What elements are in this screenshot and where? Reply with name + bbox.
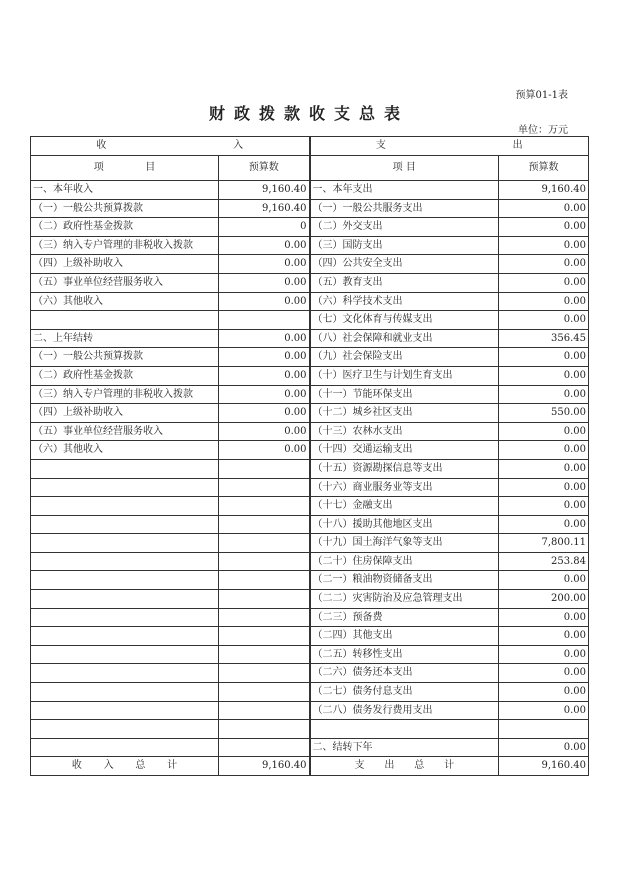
income-item	[31, 311, 219, 330]
table-row	[31, 218, 589, 237]
income-value: 0.00	[219, 385, 310, 404]
income-value	[219, 701, 310, 720]
expense-item-header: 项 目	[310, 156, 499, 181]
expense-item: （四）公共安全支出	[310, 255, 499, 274]
income-item: （三）纳入专户管理的非税收入拨款	[31, 385, 219, 404]
expense-value: 0.00	[499, 273, 589, 292]
income-value: 0.00	[219, 441, 310, 460]
expense-item: （二七）债务付息支出	[310, 683, 499, 702]
expense-header-char: 支	[375, 140, 386, 152]
income-value	[219, 720, 310, 739]
expense-budget-header: 预算数	[499, 156, 589, 181]
income-item	[31, 515, 219, 534]
table-row	[31, 255, 589, 274]
header-row-sections	[31, 137, 589, 156]
expense-value: 0.00	[499, 478, 589, 497]
income-item: （五）事业单位经营服务收入	[31, 273, 219, 292]
table-row	[31, 608, 589, 627]
income-item	[31, 720, 219, 739]
income-item	[31, 683, 219, 702]
table-row	[31, 311, 589, 330]
expense-value: 0.00	[499, 738, 589, 757]
expense-item: （十七）金融支出	[310, 497, 499, 516]
expense-value	[499, 720, 589, 739]
expense-item: （十六）商业服务业等支出	[310, 478, 499, 497]
expense-item: （五）教育支出	[310, 273, 499, 292]
income-value: 0.00	[219, 273, 310, 292]
table-row	[31, 552, 589, 571]
income-item	[31, 738, 219, 757]
label-char: 总	[135, 760, 146, 772]
income-total-label	[31, 757, 219, 776]
label-char: 支	[354, 760, 365, 772]
expense-header-char: 出	[512, 140, 523, 152]
header-char: 目	[145, 162, 156, 174]
expense-item: （二二）灾害防治及应急管理支出	[310, 590, 499, 609]
expense-value: 0.00	[499, 497, 589, 516]
expense-item: （二八）债务发行费用支出	[310, 701, 499, 720]
page-title: 财政拨款收支总表	[208, 104, 409, 123]
income-item: （四）上级补助收入	[31, 255, 219, 274]
header-char: 项	[93, 162, 104, 174]
income-item-header	[31, 156, 219, 181]
table-row	[31, 292, 589, 311]
income-item	[31, 459, 219, 478]
income-item: （二）政府性基金拨款	[31, 218, 219, 237]
income-value: 0.00	[219, 422, 310, 441]
income-item: （四）上级补助收入	[31, 404, 219, 423]
table-row	[31, 683, 589, 702]
label-char: 计	[167, 760, 178, 772]
expense-value: 0.00	[499, 441, 589, 460]
expense-value: 0.00	[499, 255, 589, 274]
table-row	[31, 571, 589, 590]
expense-item: （十八）援助其他地区支出	[310, 515, 499, 534]
income-value	[219, 664, 310, 683]
income-value: 0.00	[219, 366, 310, 385]
expense-item: （八）社会保障和就业支出	[310, 329, 499, 348]
table-row	[31, 181, 589, 200]
label-char: 出	[384, 760, 395, 772]
expense-value: 0.00	[499, 664, 589, 683]
expense-item: （二三）预备费	[310, 608, 499, 627]
income-value: 0.00	[219, 404, 310, 423]
income-value	[219, 497, 310, 516]
expense-item: （十一）节能环保支出	[310, 385, 499, 404]
expense-value: 0.00	[499, 385, 589, 404]
expense-value: 200.00	[499, 590, 589, 609]
table-row	[31, 738, 589, 757]
income-item	[31, 571, 219, 590]
table-row	[31, 590, 589, 609]
table-row	[31, 627, 589, 646]
income-item	[31, 664, 219, 683]
income-item	[31, 645, 219, 664]
income-value	[219, 645, 310, 664]
expense-value: 0.00	[499, 348, 589, 367]
expense-value: 0.00	[499, 701, 589, 720]
expense-item: （十二）城乡社区支出	[310, 404, 499, 423]
expense-item: （二一）粮油物资储备支出	[310, 571, 499, 590]
expense-item: （三）国防支出	[310, 236, 499, 255]
table-row	[31, 664, 589, 683]
table-row	[31, 329, 589, 348]
expense-item	[310, 720, 499, 739]
expense-value: 356.45	[499, 329, 589, 348]
table-row	[31, 478, 589, 497]
income-value	[219, 459, 310, 478]
income-header-char: 入	[233, 140, 244, 152]
expense-value: 0.00	[499, 627, 589, 646]
income-value: 0.00	[219, 255, 310, 274]
expense-value: 550.00	[499, 404, 589, 423]
expense-value: 0.00	[499, 218, 589, 237]
expense-item: （十三）农林水支出	[310, 422, 499, 441]
expense-value: 0.00	[499, 608, 589, 627]
expense-value: 0.00	[499, 292, 589, 311]
income-header	[31, 137, 310, 156]
budget-table	[30, 136, 589, 776]
income-budget-header: 预算数	[219, 156, 310, 181]
expense-item: （九）社会保险支出	[310, 348, 499, 367]
expense-header	[310, 137, 589, 156]
table-row	[31, 348, 589, 367]
table-row	[31, 701, 589, 720]
income-item: （六）其他收入	[31, 441, 219, 460]
expense-value: 0.00	[499, 683, 589, 702]
income-value: 0.00	[219, 236, 310, 255]
income-value	[219, 738, 310, 757]
expense-item: （六）科学技术支出	[310, 292, 499, 311]
label-char: 总	[414, 760, 425, 772]
expense-item: （一）一般公共服务支出	[310, 199, 499, 218]
header-row-columns	[31, 156, 589, 181]
income-item: （一）一般公共预算拨款	[31, 348, 219, 367]
income-item: 一、本年收入	[31, 181, 219, 200]
income-value: 0.00	[219, 292, 310, 311]
expense-item: （二）外交支出	[310, 218, 499, 237]
table-row	[31, 385, 589, 404]
income-value	[219, 571, 310, 590]
income-value: 9,160.40	[219, 181, 310, 200]
income-item	[31, 627, 219, 646]
expense-item: （二五）转移性支出	[310, 645, 499, 664]
label-char: 收	[71, 760, 82, 772]
income-value: 9,160.40	[219, 199, 310, 218]
income-item	[31, 497, 219, 516]
unit-label: 单位：万元	[518, 125, 568, 136]
income-value	[219, 515, 310, 534]
income-value	[219, 627, 310, 646]
table-row	[31, 497, 589, 516]
total-row	[31, 757, 589, 776]
form-number: 预算01-1表	[515, 90, 568, 101]
income-item	[31, 701, 219, 720]
expense-value: 0.00	[499, 422, 589, 441]
label-char: 计	[444, 760, 455, 772]
table-row	[31, 366, 589, 385]
table-row	[31, 273, 589, 292]
expense-item: （二四）其他支出	[310, 627, 499, 646]
income-value	[219, 590, 310, 609]
table-row	[31, 645, 589, 664]
income-value	[219, 608, 310, 627]
expense-item: （十五）资源勘探信息等支出	[310, 459, 499, 478]
expense-item: （二六）债务还本支出	[310, 664, 499, 683]
table-row	[31, 236, 589, 255]
income-value: 0	[219, 218, 310, 237]
table-row	[31, 422, 589, 441]
expense-item: （十）医疗卫生与计划生育支出	[310, 366, 499, 385]
expense-value: 0.00	[499, 366, 589, 385]
income-value	[219, 534, 310, 553]
income-item	[31, 608, 219, 627]
income-item: （六）其他收入	[31, 292, 219, 311]
expense-value: 0.00	[499, 311, 589, 330]
table-row	[31, 534, 589, 553]
expense-value: 0.00	[499, 515, 589, 534]
expense-item: （七）文化体育与传媒支出	[310, 311, 499, 330]
income-item	[31, 590, 219, 609]
income-item	[31, 534, 219, 553]
expense-item: （十四）交通运输支出	[310, 441, 499, 460]
expense-value: 0.00	[499, 645, 589, 664]
expense-item: （二十）住房保障支出	[310, 552, 499, 571]
income-item	[31, 552, 219, 571]
table-row	[31, 404, 589, 423]
expense-item: 一、本年支出	[310, 181, 499, 200]
income-value	[219, 552, 310, 571]
expense-item: 二、结转下年	[310, 738, 499, 757]
table-row	[31, 459, 589, 478]
income-value: 0.00	[219, 329, 310, 348]
expense-total-value: 9,160.40	[499, 757, 589, 776]
income-value	[219, 478, 310, 497]
expense-value: 253.84	[499, 552, 589, 571]
expense-value: 0.00	[499, 571, 589, 590]
income-item: 二、上年结转	[31, 329, 219, 348]
table-row	[31, 199, 589, 218]
income-item: （一）一般公共预算拨款	[31, 199, 219, 218]
label-char: 入	[103, 760, 114, 772]
income-item: （三）纳入专户管理的非税收入拨款	[31, 236, 219, 255]
table-row	[31, 720, 589, 739]
income-item: （二）政府性基金拨款	[31, 366, 219, 385]
expense-value: 0.00	[499, 236, 589, 255]
income-value	[219, 683, 310, 702]
income-item: （五）事业单位经营服务收入	[31, 422, 219, 441]
expense-value: 0.00	[499, 199, 589, 218]
expense-value: 0.00	[499, 459, 589, 478]
income-total-value: 9,160.40	[219, 757, 310, 776]
income-value: 0.00	[219, 348, 310, 367]
income-header-char: 收	[96, 140, 107, 152]
expense-value: 9,160.40	[499, 181, 589, 200]
expense-item: （十九）国土海洋气象等支出	[310, 534, 499, 553]
table-row	[31, 441, 589, 460]
table-row	[31, 515, 589, 534]
income-item	[31, 478, 219, 497]
expense-value: 7,800.11	[499, 534, 589, 553]
expense-total-label	[310, 757, 499, 776]
income-value	[219, 311, 310, 330]
